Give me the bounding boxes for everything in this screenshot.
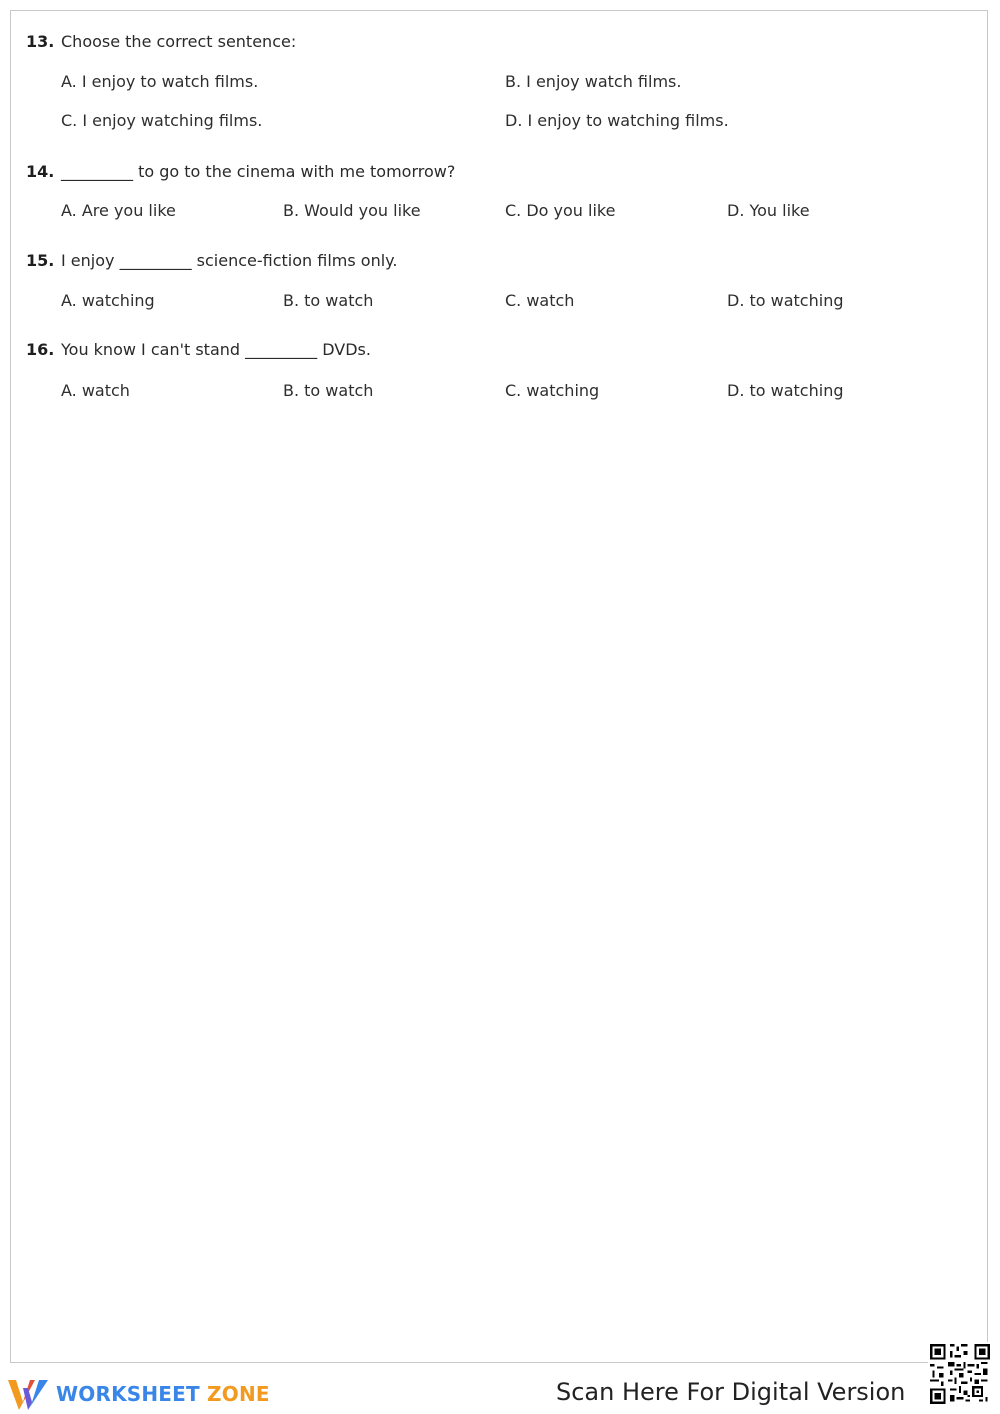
option-16-d[interactable]: D. to watching [727, 381, 844, 400]
option-13-d[interactable]: D. I enjoy to watching films. [505, 111, 729, 130]
option-14-b[interactable]: B. Would you like [283, 201, 421, 220]
qr-code-icon[interactable] [928, 1342, 992, 1406]
question-text: _________ to go to the cinema with me tomorrow? [61, 162, 456, 181]
question-number: 13. [26, 32, 55, 51]
option-14-d[interactable]: D. You like [727, 201, 810, 220]
option-14-a[interactable]: A. Are you like [61, 201, 176, 220]
question-14 [26, 161, 455, 183]
option-13-c[interactable]: C. I enjoy watching films. [61, 111, 263, 130]
question-number: 14. [26, 162, 55, 181]
option-13-b[interactable]: B. I enjoy watch films. [505, 72, 682, 91]
worksheetzone-w-logo-icon [8, 1376, 50, 1412]
question-13 [26, 31, 296, 53]
option-16-a[interactable]: A. watch [61, 381, 130, 400]
option-15-b[interactable]: B. to watch [283, 291, 374, 310]
question-16 [26, 339, 371, 361]
question-number: 15. [26, 251, 55, 270]
option-15-d[interactable]: D. to watching [727, 291, 844, 310]
option-15-c[interactable]: C. watch [505, 291, 575, 310]
worksheetzone-logo[interactable] [8, 1374, 270, 1414]
question-text: I enjoy _________ science-fiction films only. [61, 251, 398, 270]
option-13-a[interactable]: A. I enjoy to watch films. [61, 72, 259, 91]
question-text: You know I can't stand _________ DVDs. [61, 340, 371, 359]
question-15 [26, 250, 397, 272]
question-text: Choose the correct sentence: [61, 32, 297, 51]
option-16-c[interactable]: C. watching [505, 381, 600, 400]
option-15-a[interactable]: A. watching [61, 291, 155, 310]
logo-text: WORKSHEET ZONE [56, 1382, 270, 1406]
question-number: 16. [26, 340, 55, 359]
scan-here-label: Scan Here For Digital Version [556, 1378, 906, 1406]
option-14-c[interactable]: C. Do you like [505, 201, 616, 220]
option-16-b[interactable]: B. to watch [283, 381, 374, 400]
